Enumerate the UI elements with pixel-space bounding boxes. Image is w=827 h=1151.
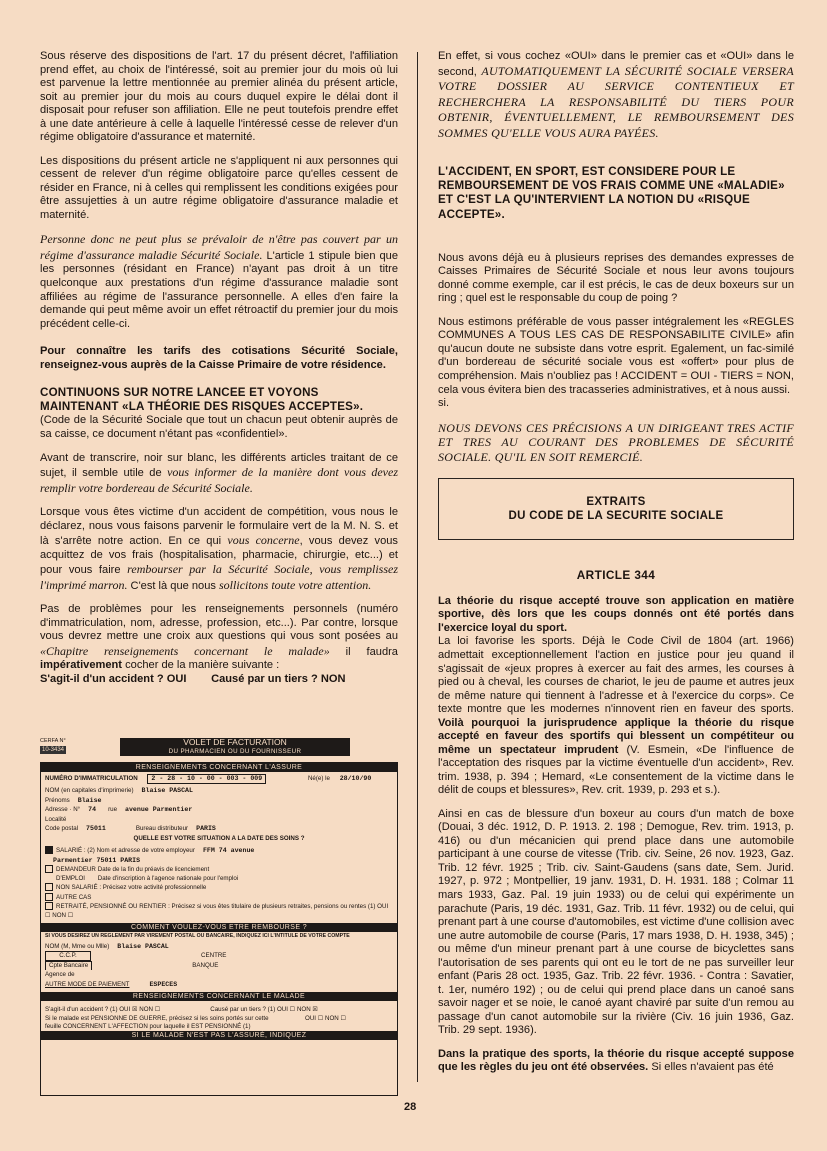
- agence-label: Agence de: [45, 971, 75, 978]
- volet-subtitle: DU PHARMACIEN OU DU FOURNISSEUR: [168, 748, 302, 755]
- left-paragraph-transcrire: [40, 452, 398, 497]
- right-paragraph-regles: Nous estimons préférable de vous passer intégralement les «REGLES COMMUNES A TOUS LES CAS DE RESPONSABILITE CIVILE» afin qu'aucun doute ne subsiste dans votre esprit. Egalement, un fac-similé d'un bordereau de sécurité sociale vous est «offert» pour plus de compréhension. Mais n'oubliez pas ! ACCIDENT = OUI - TIERS = NON, cela vous évitera bien des tracasseries administratives, et à nous aussi.: [438, 315, 794, 396]
- left-column: [40, 50, 398, 686]
- section-bar-foot: SI LE MALADE N'EST PAS L'ASSURÉ, INDIQUEZ: [41, 1031, 397, 1040]
- text: cocher de la manière suivante :: [122, 659, 280, 672]
- text: La loi favorise les sports. Déjà le Code Civil de 1804 (art. 1966) admettait exceptionnellement l'action en justice pour jeu quand il s'agissait de «jeux propres à exercer au fait des armes, les courses à pied ou à cheval, les courses de chariot, le jeu de paume et autres jeux de même nature qui tiennent à l'adresse et à l'exercice du corps». Ce texte montre que les modernes n'innovent rien en faveur des sports.: [438, 635, 794, 716]
- remb-nom-value: Blaise PASCAL: [117, 942, 169, 950]
- non-salarie-label: NON SALARIÉ : Précisez votre activité professionnelle: [56, 884, 207, 891]
- immat-value: 2 - 28 - 10 - 00 - 003 - 009: [147, 774, 266, 784]
- right-paragraph-dirigeant: NOUS DEVONS CES PRÉCISIONS A UN DIRIGEANT TRES ACTIF ET TRES AU COURANT DES PROBLEMES DE SÉCURITÉ SOCIALE. QU'IL EN SOIT REMERCIÉ.: [438, 420, 794, 464]
- italic-text: sollicitons toute votre attention.: [219, 577, 372, 592]
- employeur-value-2: Parmentier 75011 PARIS: [53, 856, 141, 864]
- immat-row: [41, 772, 397, 786]
- left-paragraph-3: [40, 232, 398, 331]
- non-salarie-row: [41, 883, 397, 893]
- article-paragraph-ainsi: Ainsi en cas de blessure d'un boxeur au cours d'un match de boxe (Douai, 3 déc. 1912, D. P. 1913. 2. 198 ; Demogue, Rev. trim. 1913, p. 416) ou d'un mécanicien qui prend place dans une automobile participant à une course de vitesse (Trib. civ. Seine, 26 nov. 1923, Gaz. Trib. 12 févr. 1925 ; Trib. civ. Saint-Gaudens (sans date, Sem. Jurid. 1927, p. 972 ; Montpellier, 19 janv. 1931, D. H. 1931. 188 ; Colmar 11 mars 1933, Gaz. Pal. 19 juin 1933) ou de celui qui expérimente un parachute (Paris, 19 déc. 1931, Gaz. Trib. 11 févr. 1932) ou de celui, qui prenant part à une course d'automobiles, est victime d'une collision avec une autre automobile de course (Paris, 17 mars 1938, D. H. 1938, 345) ; ou même d'un mineur prenant part à une course de bicyclettes sans l'autorisation de ses parents qui ont eu le tort de ne pas surveiller leur enfant (Paris 28 oct. 1935, Gaz. Trib. 22 févr. 1936. - Contra : Savatier, t. 1er, numéro 192) ; ou de celui qui prend place dans un canoé sans savoir nager et se noie, le canoé ayant chaviré par suite d'un remou au passage d'un canot automobile sur la rivière (Civ. 16 juin 1936, Gaz. Trib. 29 sept. 1936).: [438, 807, 794, 1037]
- birth-value: 28/10/90: [339, 775, 372, 782]
- localite-row: [41, 815, 397, 825]
- text: Si elles n'avaient pas été: [648, 1061, 774, 1074]
- situation-question: QUELLE EST VOTRE SITUATION A LA DATE DES SOINS ?: [133, 834, 305, 842]
- left-paragraph-2: Les dispositions du présent article ne s'appliquent ni aux personnes qui cessent de relever d'un régime obligatoire parce qu'elles cessent de résider en France, ni à celles qui remplissent les conditions exigées pour être assujetties à un autre régime obligatoire d'assurance maladie et maternité.: [40, 154, 398, 221]
- especes-value: ESPECES: [149, 980, 178, 988]
- left-paragraph-1: Sous réserve des dispositions de l'art. 17 du présent décret, l'affiliation prend effet, au choix de l'intéressé, soit au premier jour du mois où lui est parvenue la lettre mentionnée au premier alinéa du présent article, soit au premier jour du mois au cours duquel expire le délai dont il disposait pour refuser son affiliation. Elle ne peut toutefois prendre effet à une date antérieure à celle à laquelle l'intéressé cesse de relever d'un régime obligatoire d'assurance et maternité.: [40, 50, 398, 144]
- bold-text: Dans la pratique des sports, la théorie du risque accepté suppose que les règles du jeu ont été observées.: [438, 1047, 794, 1074]
- left-paragraph-victime: [40, 506, 398, 593]
- italic-text: vous concerne: [227, 533, 300, 548]
- right-paragraph-1: [438, 50, 794, 141]
- birth-label: Né(e) le: [307, 775, 330, 782]
- autre-cas-label: AUTRE CAS: [56, 893, 92, 901]
- italic-text: vous informer de la manière dont vous devez remplir votre bordereau de Sécurité Sociale.: [40, 465, 399, 495]
- cp-value: 75011: [86, 825, 106, 832]
- retraite-label: RETRAITÉ, PENSIONNÉ OU RENTIER : Précisez si vous êtes titulaire de plusieurs retraites, pensions ou rentes (1) OUI ☐ NON ☐: [45, 903, 389, 919]
- right-heading: L'ACCIDENT, EN SPORT, EST CONSIDERE POUR LE REMBOURSEMENT DE VOS FRAIS COMME UNE «MALADIE» ET C'EST LA QU'INTERVIENT LA NOTION DU «RISQUE ACCEPTE».: [438, 165, 785, 221]
- text: L'article 1 stipule bien que les personnes (résidant en France) n'ayant pas droit à un titre quelconque aux prestations d'un régime d'assurance maladie sont affiliées au régime de l'assurance personnelle. A elles d'en faire la demande qui peut même avoir un effet rétroactif du premier jour du mois précédent celle-ci.: [40, 249, 398, 330]
- centre-label: CENTRE: [201, 952, 227, 959]
- rue-label: rue: [108, 806, 118, 813]
- text: Pas de problèmes pour les renseignements personnels (numéro d'immatriculation, nom, adresse, profession, etc...). Par contre, lorsque vous devrez mettre une croix aux questions qui vous sont posées au: [40, 603, 398, 643]
- nom-value: Blaise PASCAL: [141, 787, 193, 794]
- checkbox-demandeur[interactable]: [45, 865, 53, 873]
- right-paragraph-si: si.: [438, 397, 450, 410]
- ccp-label: C.C.P.: [45, 951, 91, 961]
- section-heading: CONTINUONS SUR NOTRE LANCEE ET VOYONS MAINTENANT «LA THÉORIE DES RISQUES ACCEPTES».: [40, 386, 364, 414]
- cp-row: [41, 824, 397, 834]
- left-paragraph-tarifs: Pour connaître les tarifs des cotisations Sécurité Sociale, renseignez-vous auprès de la Caisse Primaire de votre résidence.: [40, 345, 398, 371]
- text: (V. Esmein, «De l'influence de l'acceptation des risques par la victime éventuelle d'un accident», Rev. trim. 1938, p. 394 ; Hemard, «Le consentement de la victime dans le délit de coups et blessures», Rev. crit. 1939, p. 293 et s.).: [438, 743, 794, 797]
- text: En effet, si vous cochez «OUI» dans le premier cas et «OUI» dans le second,: [438, 50, 794, 78]
- text: il faudra: [329, 645, 398, 658]
- nom-label: NOM (en capitales d'imprimerie): [45, 787, 134, 794]
- text: C'est là que nous: [127, 579, 220, 592]
- section-bar-remboursement: COMMENT VOULEZ-VOUS ETRE REMBOURSE ?: [41, 923, 397, 932]
- banque-label: BANQUE: [192, 961, 219, 969]
- cerfa-label: CERFA N°: [40, 738, 66, 744]
- bureau-label: Bureau distributeur: [135, 825, 189, 832]
- article-lead: La théorie du risque accepté trouve son application en matière sportive, dès lors que les coups donnés ont été portés dans l'exercice loyal du sport.: [438, 594, 794, 634]
- adresse-num: 74: [88, 806, 97, 813]
- banque-row: [41, 961, 397, 971]
- adresse-label: Adresse · N°: [45, 806, 81, 813]
- adresse-row: [41, 805, 397, 815]
- extraits-subtitle: DU CODE DE LA SECURITE SOCIALE: [508, 510, 724, 523]
- pension-row: [41, 1015, 397, 1031]
- left-paragraph-problemes: [40, 603, 398, 673]
- cpte-bancaire-label: Cpte Bancaire: [45, 961, 92, 971]
- article-paragraph-loi: [438, 635, 794, 797]
- cerfa-number: 10-3434: [42, 747, 65, 753]
- extraits-title: EXTRAITS: [586, 496, 646, 509]
- demandeur-text-1: Date de la fin du préavis de licenciement: [97, 866, 210, 873]
- remb-nom-row: [41, 942, 397, 952]
- tiers-label: Causé par un tiers ? (1) OUI ☐ NON ☒: [210, 1006, 318, 1013]
- page-number: 28: [404, 1101, 417, 1113]
- employeur-value: FFM 74 avenue: [202, 847, 255, 854]
- cp-label: Code postal: [45, 825, 79, 832]
- employeur-row-2: [41, 856, 397, 866]
- form-body: [40, 762, 398, 1096]
- section-bar-malade: RENSEIGNEMENTS CONCERNANT LE MALADE: [41, 992, 397, 1001]
- checkbox-salarie[interactable]: [45, 846, 53, 854]
- accident-row: [41, 1005, 397, 1015]
- prenoms-label: Prénoms: [45, 796, 70, 804]
- bold-text: impérativement: [40, 659, 123, 672]
- text: Avant de transcrire, noir sur blanc, les différents articles traitant de ce sujet, il semble utile de: [40, 451, 398, 480]
- text: , vous devez vous acquittez de vos frais (hospitalisation, pharmacie, chirurgie, etc...) et pour vous faire: [40, 535, 398, 577]
- italic-text: rembourser par la Sécurité Sociale, vous remplissez l'imprimé marron.: [40, 562, 398, 592]
- pension-answer: OUI ☐ NON ☐: [305, 1014, 347, 1022]
- demandeur-row: [41, 865, 397, 883]
- bureau-value: PARIS: [196, 825, 216, 832]
- ccp-row: [41, 951, 397, 961]
- right-column: [438, 50, 794, 1085]
- accident-question: S'agit-il d'un accident ? OUI Causé par un tiers ? NON: [40, 672, 346, 685]
- salarie-label: SALARIÉ : (2) Nom et adresse de votre employeur: [56, 847, 195, 854]
- italic-text: AUTOMATIQUEMENT LA SÉCURITÉ SOCIALE VERSERA VOTRE DOSSIER AU SERVICE CONTENTIEUX ET RECHERCHERA LA RESPONSABILITÉ DU TIERS POUR OBTENIR, ÉVENTUELLEMENT, LE REMBOURSEMENT DES SOMMES QU'ELLE VOUS AURA PAYÉES.: [438, 63, 794, 140]
- rue-value: avenue Parmentier: [125, 806, 193, 813]
- section-bar-assure: RENSEIGNEMENTS CONCERNANT L'ASSURE: [41, 763, 397, 772]
- cerfa-block: [40, 738, 80, 754]
- pension-text: Si le malade est PENSIONNE DE GUERRE, précisez si les soins portés sur cette feuille CONCERNENT L'AFFECTION pour laquelle il EST PENSIONNÉ (1): [45, 1014, 269, 1030]
- nom-row: [41, 786, 397, 796]
- autre-mode-row: [41, 980, 397, 990]
- accident-label: S'agit-il d'un accident ? (1) OUI ☒ NON ☐: [45, 1006, 161, 1013]
- checkbox-retraite[interactable]: [45, 902, 53, 910]
- volet-title: VOLET DE FACTURATION: [183, 737, 287, 747]
- demandeur-label: DEMANDEUR D'EMPLOI: [56, 866, 96, 882]
- column-divider: [417, 52, 418, 1082]
- prenoms-row: [41, 796, 397, 806]
- right-paragraph-boxeurs: Nous avons déjà eu à plusieurs reprises des demandes expresses de Caisses Primaires de Sécurité Sociale et nous leur avons toujours donné comme exemple, car il est précis, le cas de deux boxeurs sur un ring ; quel est le responsable du coup de poing ?: [438, 251, 794, 305]
- checkbox-non-salarie[interactable]: [45, 883, 53, 891]
- left-paragraph-code: (Code de la Sécurité Sociale que tout un chacun peut obtenir auprès de sa caisse, ce document n'étant pas «confidentiel».: [40, 414, 398, 440]
- italic-text: Personne donc ne peut plus se prévaloir de n'être pas couvert par un régime d'assurance maladie Sécurité Sociale.: [40, 232, 398, 262]
- demandeur-text-2: Date d'inscription à l'agence nationale pour l'emploi: [97, 875, 239, 882]
- extraits-box: [438, 478, 794, 540]
- italic-text: «Chapitre renseignements concernant le malade»: [40, 643, 330, 658]
- localite-label: Localité: [45, 815, 67, 823]
- salarie-row: [41, 846, 397, 856]
- article-paragraph-pratique: [438, 1048, 794, 1075]
- checkbox-autre-cas[interactable]: [45, 893, 53, 901]
- immat-label: NUMÉRO D'IMMATRICULATION: [45, 775, 138, 782]
- autre-cas-row: [41, 893, 397, 903]
- remboursement-text: SI VOUS DESIREZ UN REGLEMENT PAR VIREMENT POSTAL OU BANCAIRE, INDIQUEZ ICI L'INTITULE DE VOTRE COMPTE: [45, 933, 350, 939]
- text: Lorsque vous êtes victime d'un accident de compétition, vous nous le déclarez, nous vous faisons parvenir le formulaire vert de la M. N. S. et là s'arrête notre action. En ce qui: [40, 506, 398, 548]
- article-title: ARTICLE 344: [576, 568, 656, 583]
- prenoms-value: Blaise: [77, 796, 102, 804]
- bold-text: Voilà pourquoi la jurisprudence applique la théorie du risque accepté en faveur des sportifs qui blessent un compétiteur ou même un spectateur imprudent: [438, 716, 794, 756]
- agence-row: [41, 970, 397, 980]
- volet-header: [120, 738, 350, 756]
- remb-nom-label: NOM (M, Mme ou Mlle): [45, 942, 110, 950]
- autre-mode-label: AUTRE MODE DE PAIEMENT: [45, 980, 130, 988]
- retraite-row: [41, 902, 397, 920]
